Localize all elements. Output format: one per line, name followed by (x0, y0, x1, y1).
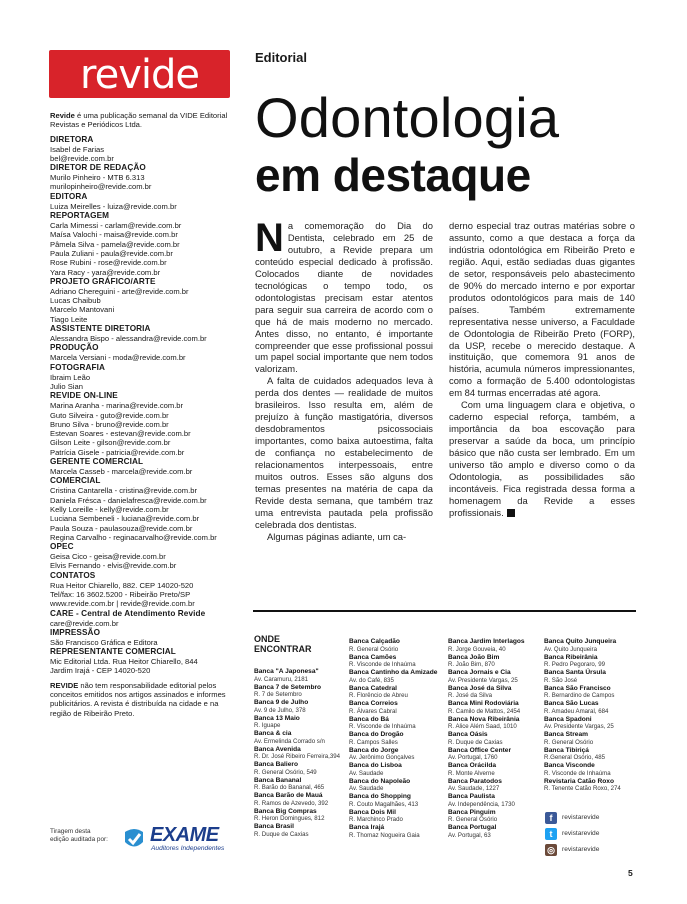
banca-address: R. Ramos de Azevedo, 392 (254, 799, 329, 807)
masthead-heading: OPEC (50, 542, 74, 552)
masthead-heading: CONTATOS (50, 570, 96, 580)
masthead-section (50, 163, 240, 192)
banca-address: R. Bernardino de Campos (544, 692, 615, 700)
drop-cap: N (255, 216, 284, 260)
masthead-line: Pâmela Silva - pamela@revide.com.br (50, 239, 180, 249)
banca-address: R. Florêncio de Abreu (349, 692, 408, 700)
divider-rule (253, 610, 636, 612)
banca-name: Banca do Napoleão (349, 777, 411, 785)
banca-name: Banca Oásis (448, 731, 488, 738)
banca-name: Banca São Francisco (544, 684, 611, 692)
masthead-heading: DIRETORA (50, 134, 94, 144)
banca-name: Revistaria Catão Roxo (544, 777, 614, 785)
banca-address: Av. 9 de Julho, 378 (254, 706, 306, 714)
banca-name: Banca Catedral (349, 684, 398, 692)
masthead-line: Luiza Meirelles - luiza@revide.com.br (50, 201, 177, 211)
banca-name: Banca Spadoni (544, 715, 592, 723)
banca-name: Banca Barão de Mauá (254, 792, 323, 799)
masthead-line: Guto Silveira - guto@revide.com.br (50, 410, 169, 420)
masthead-line: Marcelo Mantovani (50, 305, 115, 315)
revide-logo (49, 50, 230, 98)
masthead-line: Isabel de Farias (50, 144, 105, 154)
masthead-line: Murilo Pinheiro - MTB 6.313 (50, 173, 145, 183)
article-paragraph: Na comemoração do Dia do Dentista, celebrado em 25 de outubro, a Revide prepara um conteúdo especial dedicado à profissão. Colocados diante de novidades tecnológicas o tempo todo, os odontologistas precisam estar atentos para seguir sua carreira de acordo com o que há de mais moderno no mercado. Antes disso, no entanto, é importante compreender que esse profissional possui um papel social importante que nem todos valorizam. (255, 216, 433, 375)
masthead-line: Cristina Cantarella - cristina@revide.com.br (50, 486, 197, 496)
banca-address: R. Tenente Catão Roxo, 274 (544, 785, 621, 793)
masthead-intro: Revide é uma publicação semanal da VIDE Editorial Revistas e Periódicos Ltda. (50, 111, 228, 130)
article-paragraph: derno especial traz outras matérias sobre o assunto, como a que destaca a força da indústria odontológica em Ribeirão Preto e região. Aqui, estão sediadas duas gigantes de setor, responsáveis pelo abastecimento de 90% do mercado interno e por exportar produtos odontológicos para mais de 140 países. Também extremamente representativa nesse universo, a Faculdade de Odontologia de Ribeirão Preto (FORP), da USP, recebe o merecido destaque. A instituição, que comemora 91 anos de história, acumula números impressionantes, como a formação de 5.400 odontologistas em 84 turmas encerradas até agora. (449, 220, 635, 399)
masthead-heading: REPORTAGEM (50, 211, 110, 221)
banca-address: Av. Saudade (349, 785, 384, 793)
masthead-line: Rose Rubini - rose@revide.com.br (50, 258, 167, 268)
masthead-heading: REPRESENTANTE COMERCIAL (50, 647, 176, 657)
banca-name: Banca José da Silva (448, 684, 512, 692)
masthead-line: Marina Aranha - marina@revide.com.br (50, 401, 184, 411)
bancas-column-4 (544, 638, 636, 793)
banca-address: R. Couto Magalhães, 413 (349, 800, 419, 808)
article-paragraph: Algumas páginas adiante, um ca- (267, 530, 407, 542)
banca-address: R. General Osório (544, 738, 594, 746)
banca-name: Banca Visconde (544, 762, 595, 769)
masthead-line: Luciana Sembeneli - luciana@revide.com.br (50, 514, 200, 524)
social-handle: revistarevide (562, 814, 600, 821)
exame-subtitle: Auditores Independentes (151, 845, 225, 852)
masthead-line: Regina Carvalho - reginacarvalho@revide.com.br (50, 532, 217, 542)
banca-address: R. Visconde de Inhaúma (349, 661, 416, 669)
masthead-heading: IMPRESSÃO (50, 627, 101, 637)
banca-name: Banca do Lisboa (349, 762, 402, 769)
bancas-column-3 (448, 638, 540, 840)
bancas-column-1 (254, 668, 346, 839)
banca-name: Banca São Lucas (544, 700, 599, 707)
masthead-section (50, 135, 240, 164)
banca-address: Av. Quito Junqueira (544, 645, 597, 653)
banca-name: Banca Bananal (254, 776, 302, 784)
audit-label: Tiragem desta edição auditada por: (50, 828, 108, 843)
masthead-section (50, 192, 240, 211)
masthead-line: Carla Mimessi - carlam@revide.com.br (50, 221, 182, 231)
masthead-section (50, 363, 240, 392)
masthead-heading: GERENTE COMERCIAL (50, 457, 144, 467)
instagram-icon: ◎ (545, 844, 557, 856)
banca-name: Banca 9 de Julho (254, 699, 309, 706)
banca-name: Banca Baliero (254, 761, 298, 768)
banca-address: R. Visconde de Inhaúma (544, 769, 611, 777)
masthead-section (50, 542, 240, 571)
masthead-line: www.revide.com.br | revide@revide.com.br (50, 599, 195, 609)
banca-name: Banca Ribeirânia (544, 653, 598, 661)
masthead-line: Gilson Leite - gilson@revide.com.br (50, 438, 171, 448)
banca-name: Banca Quito Junqueira (544, 638, 617, 645)
banca-address: R. Camilo de Mattos, 2454 (448, 707, 521, 715)
masthead-line: care@revide.com.br (50, 618, 119, 628)
masthead-heading: PROJETO GRÁFICO/ARTE (50, 276, 156, 286)
where-to-find-heading: ONDE ENCONTRAR (254, 634, 312, 654)
banca-address: R. Thomaz Nogueira Gaia (349, 831, 420, 839)
banca-address: R.General Osório, 485 (544, 754, 605, 762)
masthead-section (50, 457, 240, 476)
banca-address: R. Pedro Pegoraro, 99 (544, 661, 605, 669)
masthead-section (50, 343, 240, 362)
masthead-heading: EDITORA (50, 191, 88, 201)
masthead-line: Paula Souza - paulasouza@revide.com.br (50, 523, 193, 533)
banca-name: Banca 13 Maio (254, 714, 300, 722)
masthead-line: Maísa Valochi - maisa@revide.com.br (50, 230, 178, 240)
banca-name: Banca Big Compras (254, 807, 317, 815)
banca-name: Banca do Drogão (349, 731, 404, 738)
exame-brand: EXAME (150, 824, 219, 846)
masthead-line: Ibraim Leão (50, 372, 91, 382)
banca-address: R. Dr. José Ribeiro Ferreira,394 (254, 753, 341, 761)
banca-name: Banca Orácilda (448, 762, 497, 769)
banca-name: Banca "A Japonesa" (254, 668, 319, 675)
banca-name: Banca Nova Ribeirânia (448, 715, 520, 723)
banca-address: Av. Ermelinda Corrado s/n (254, 737, 325, 745)
masthead-line: Mic Editorial Ltda. Rua Heitor Chiarello, 844 (50, 657, 198, 667)
banca-name: Banca Mini Rodoviária (448, 700, 519, 707)
banca-address: Av. do Café, 835 (349, 676, 394, 684)
masthead-line: Tel/fax: 16 3602.5200 - Ribeirão Preto/SP (50, 589, 191, 599)
banca-address: R. Jorge Gouveia, 40 (448, 645, 506, 653)
banca-address: R. Duque de Caxias (448, 738, 503, 746)
masthead-heading: PRODUÇÃO (50, 343, 99, 353)
masthead-disclaimer: REVIDE não tem responsabilidade editorial pelos conceitos emitidos nos artigos assinados e informes publicitários. A revista é distribuída na cidade e na região de Ribeirão Preto. (50, 680, 226, 718)
banca-address: Av. Portugal, 63 (448, 831, 491, 839)
masthead-heading: DIRETOR DE REDAÇÃO (50, 163, 146, 173)
banca-address: R. Campos Salles (349, 738, 398, 746)
banca-name: Banca Camões (349, 653, 397, 661)
banca-address: R. São José (544, 676, 578, 684)
banca-address: Av. Caramuru, 2181 (254, 675, 308, 683)
masthead-section (50, 609, 240, 628)
banca-name: Banca Calçadão (349, 638, 400, 645)
banca-address: R. 7 de Setembro (254, 691, 302, 699)
banca-address: Av. Jerônimo Gonçalves (349, 754, 415, 762)
masthead-line: Paula Zuliani - paula@revide.com.br (50, 248, 173, 258)
banca-address: R. General Osório, 549 (254, 768, 317, 776)
banca-name: Banca Dois Mil (349, 808, 396, 816)
banca-address: R. Álvares Cabral (349, 707, 397, 715)
banca-name: Banca do Bá (349, 715, 389, 723)
banca-name: Banca Paulista (448, 793, 495, 800)
masthead-line: Yara Racy - yara@revide.com.br (50, 267, 161, 277)
exame-check-icon (121, 826, 147, 852)
banca-name: Banca Jornais e Cia (448, 669, 511, 676)
banca-address: R. Alice Além Saad, 1010 (448, 723, 517, 731)
banca-name: Banca 7 de Setembro (254, 683, 322, 691)
banca-address: R. Marchinco Prado (349, 816, 403, 824)
masthead-section (50, 476, 240, 542)
masthead-line: Alessandra Bispo - alessandra@revide.com.br (50, 334, 207, 344)
masthead-line: Tiago Leite (50, 314, 88, 324)
masthead-heading: REVIDE ON-LINE (50, 391, 118, 401)
banca-name: Banca Correios (349, 700, 398, 707)
banca-address: R. Amadeu Amaral, 684 (544, 707, 609, 715)
banca-address: R. José da Silva (448, 692, 493, 700)
social-links (545, 810, 599, 858)
masthead-line: Patrícia Gisele - patricia@revide.com.br (50, 447, 185, 457)
article-column-2 (449, 220, 635, 519)
facebook-icon: f (545, 812, 557, 824)
banca-name: Banca Jardim Interlagos (448, 638, 525, 645)
masthead-line: Daniela Frésca - danielafresca@revide.com.br (50, 495, 207, 505)
masthead-heading: ASSISTENTE DIRETORIA (50, 324, 151, 334)
masthead-heading: CARE - Central de Atendimento Revide (50, 608, 206, 618)
social-handle: revistarevide (562, 830, 600, 837)
masthead-line: Bruno Silva - bruno@revide.com.br (50, 419, 169, 429)
section-label: Editorial (255, 50, 308, 65)
masthead-section (50, 628, 240, 647)
banca-name: Banca & cia (254, 730, 292, 737)
twitter-icon: t (545, 828, 557, 840)
masthead-line: Rua Heitor Chiarello, 882. CEP 14020-520 (50, 580, 194, 590)
banca-name: Banca do Jorge (349, 746, 399, 754)
masthead-section (50, 324, 240, 343)
banca-address: R. Duque de Caxias (254, 830, 309, 838)
banca-name: Banca Avenida (254, 745, 301, 753)
social-link[interactable] (545, 842, 599, 858)
banca-address: Av. Saudade (349, 769, 384, 777)
banca-address: R. Visconde de Inhaúma (349, 723, 416, 731)
banca-name: Banca Santa Úrsula (544, 669, 606, 676)
social-link[interactable] (545, 810, 599, 826)
masthead-line: Jardim Irajá - CEP 14020-520 (50, 666, 151, 676)
masthead-section (50, 571, 240, 609)
masthead-line: Julio Sian (50, 381, 83, 391)
banca-address: R. Monte Alverne (448, 769, 495, 777)
masthead-line: Estevan Soares - estevan@revide.com.br (50, 429, 191, 439)
masthead-line: Marcela Versiani - moda@revide.com.br (50, 353, 186, 363)
masthead-heading: FOTOGRAFIA (50, 362, 105, 372)
banca-address: R. João Bim, 870 (448, 661, 495, 669)
banca-name: Banca João Bim (448, 653, 500, 661)
masthead-line: São Francisco Gráfica e Editora (50, 637, 158, 647)
masthead-section (50, 211, 240, 277)
banca-name: Banca Pinguim (448, 808, 496, 816)
masthead-line: murilopinheiro@revide.com.br (50, 182, 152, 192)
masthead-line: Elvis Fernando - elvis@revide.com.br (50, 561, 177, 571)
masthead-heading: COMERCIAL (50, 476, 101, 486)
social-link[interactable] (545, 826, 599, 842)
banca-name: Banca Brasil (254, 823, 294, 830)
banca-name: Banca Paratodos (448, 777, 502, 785)
banca-name: Banca Portugal (448, 824, 497, 831)
banca-address: Av. Portugal, 1760 (448, 754, 498, 762)
banca-name: Banca Office Center (448, 746, 512, 754)
banca-address: Av. Presidente Vargas, 25 (448, 676, 518, 684)
masthead-line: Geisa Cico - geisa@revide.com.br (50, 552, 166, 562)
banca-address: Av. Saudade, 1227 (448, 785, 500, 793)
banca-name: Banca Stream (544, 731, 588, 738)
masthead-section (50, 277, 240, 324)
banca-address: R. General Osório (349, 645, 399, 653)
banca-name: Banca do Shopping (349, 793, 411, 800)
banca-name: Banca Cantinho da Amizade (349, 669, 438, 676)
logo-text: revide (80, 52, 199, 98)
masthead-line: Lucas Chaibub (50, 296, 101, 306)
banca-address: R. General Osório (448, 816, 498, 824)
masthead-sections (50, 135, 240, 676)
article-column-1 (255, 216, 433, 543)
banca-address: R. Heron Domingues, 812 (254, 815, 325, 823)
banca-address: R. Iguape (254, 722, 281, 730)
exame-audit-badge (121, 824, 231, 856)
page-number: 5 (628, 868, 633, 878)
bancas-column-2 (349, 638, 441, 840)
masthead-line: bel@revide.com.br (50, 153, 114, 163)
masthead-section (50, 391, 240, 457)
social-handle: revistarevide (562, 846, 600, 853)
banca-address: Av. Independência, 1730 (448, 800, 515, 808)
banca-name: Banca Tibiriçá (544, 746, 589, 754)
banca-address: Av. Presidente Vargas, 25 (544, 723, 614, 731)
article-paragraph: Com uma linguagem clara e objetiva, o caderno especial reforça, também, a importância da boa escovação para preservar a saúde da boca, um princípio básico que não custa ser lembrado. Em um universo tão amplo e diverso como o da Odontologia, as possibilidades são incontáveis. Fica registrada dessa forma a homenagem da Revide a esses profissionais. (449, 399, 635, 518)
banca-address: R. Barão do Bananal, 465 (254, 784, 325, 792)
banca-name: Banca Irajá (349, 824, 385, 831)
headline-line-1: Odontologia (255, 86, 560, 149)
masthead-line: Adriano Chereguini - arte@revide.com.br (50, 286, 189, 296)
headline-line-2: em destaque (255, 149, 531, 201)
end-mark-icon (507, 509, 515, 517)
article-paragraph: A falta de cuidados adequados leva à perda dos dentes — realidade de muitos brasileiros. Isso resulta em, além de prejuízo à função mastigatória, diversos desdobramentos psicossociais importantes, como baixa autoestima, falta de confiança no estabelecimento de relacionamentos interpessoais, entre muitos outros. Esses são alguns dos temas presentes na matéria de capa da Revide desta semana, que também traz uma entrevista pautada pela profissão celebrada dos dentistas. (255, 375, 433, 530)
masthead-line: Marcela Casseb - marcela@revide.com.br (50, 467, 193, 477)
masthead-section (50, 647, 240, 676)
masthead-line: Kelly Loreille - kelly@revide.com.br (50, 504, 169, 514)
masthead (50, 111, 240, 718)
